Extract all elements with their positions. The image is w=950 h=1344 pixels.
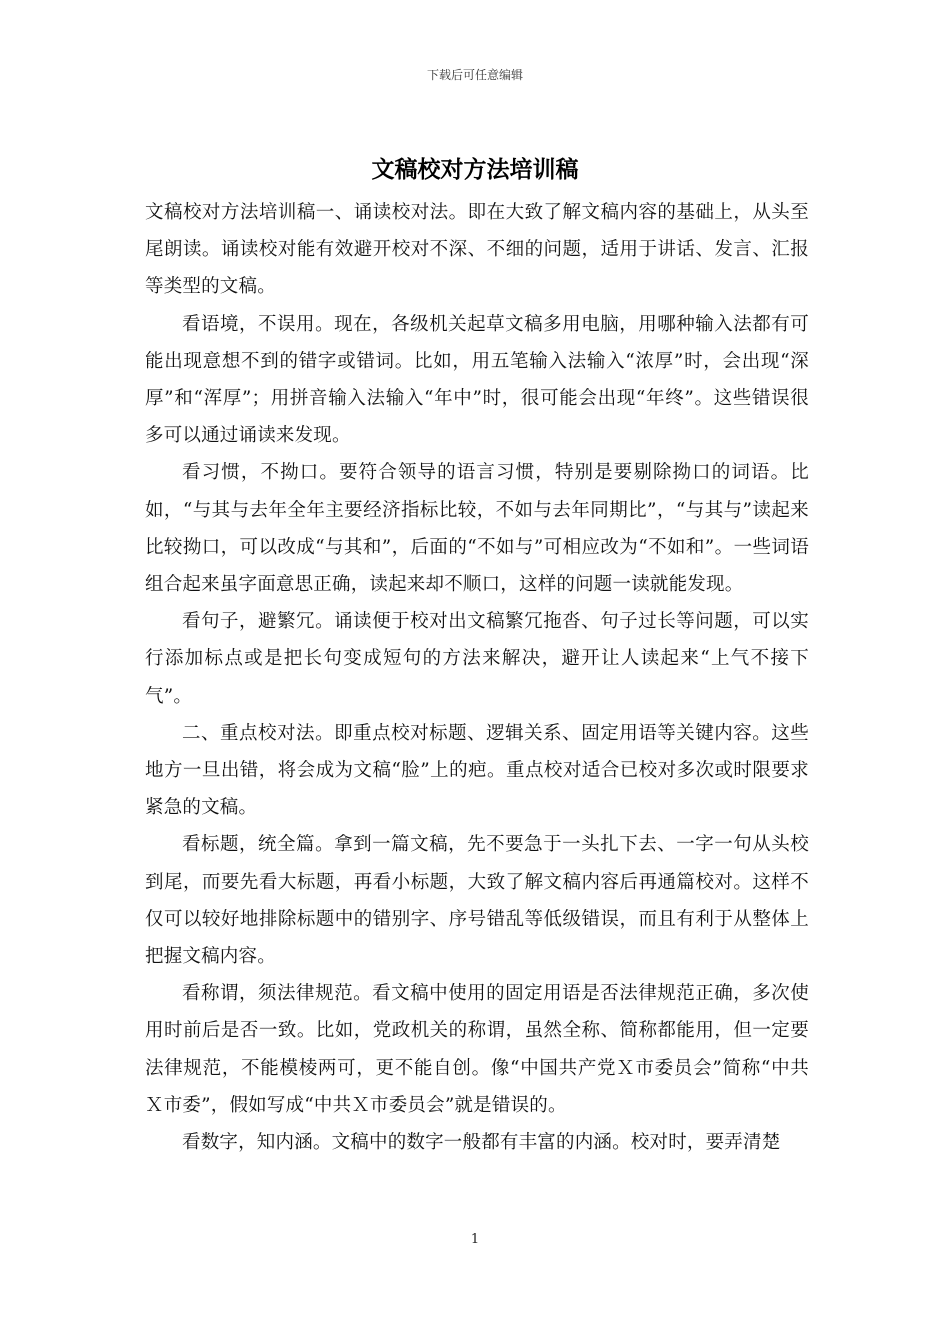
paragraph-3: 看习惯，不拗口。要符合领导的语言习惯，特别是要剔除拗口的词语。比如，“与其与去年全年主要经济指标比较，不如与去年同期比”，“与其与”读起来比较拗口，可以改成“与其和”，后面的“不如与”可相应改为“不如和”。一些词语组合起来虽字面意思正确，读起来却不顺口，这样的问题一读就能发现。 (145, 462, 809, 596)
paragraph-4: 看句子，避繁冗。诵读便于校对出文稿繁冗拖沓、句子过长等问题，可以实行添加标点或是把长句变成短句的方法来解决，避开让人读起来“上气不接下气”。 (145, 611, 809, 707)
paragraph-5: 二、重点校对法。即重点校对标题、逻辑关系、固定用语等关键内容。这些地方一旦出错，将会成为文稿“脸”上的疤。重点校对适合已校对多次或时限要求紧急的文稿。 (145, 722, 809, 819)
document-title: 文稿校对方法培训稿 (371, 156, 579, 183)
paragraph-6: 看标题，统全篇。拿到一篇文稿，先不要急于一头扎下去、一字一句从头校到尾，而要先看大标题，再看小标题，大致了解文稿内容后再通篇校对。这样不仅可以较好地排除标题中的错别字、序号错乱等低级错误，而且有利于从整体上把握文稿内容。 (145, 834, 809, 968)
paragraph-8: 看数字，知内涵。文稿中的数字一般都有丰富的内涵。校对时，要弄清楚 (182, 1132, 781, 1154)
document-body (145, 194, 809, 1161)
header-note: 下载后可任意编辑 (426, 68, 523, 82)
paragraph-7: 看称谓，须法律规范。看文稿中使用的固定用语是否法律规范正确，多次使用时前后是否一致。比如，党政机关的称谓，虽然全称、简称都能用，但一定要法律规范，不能模棱两可，更不能自创。像“中国共产党Ｘ市委员会”简称“中共Ｘ市委”，假如写成“中共Ｘ市委员会”就是错误的。 (145, 983, 809, 1116)
page-number: 1 (470, 1232, 480, 1247)
paragraph-2: 看语境，不误用。现在，各级机关起草文稿多用电脑，用哪种输入法都有可能出现意想不到的错字或错词。比如，用五笔输入法输入“浓厚”时，会出现“深厚”和“浑厚”；用拼音输入法输入“年中”时，很可能会出现“年终”。这些错误很多可以通过诵读来发现。 (145, 313, 809, 447)
paragraph-1: 文稿校对方法培训稿一、诵读校对法。即在大致了解文稿内容的基础上，从头至尾朗读。诵读校对能有效避开校对不深、不细的问题，适用于讲话、发言、汇报等类型的文稿。 (145, 202, 809, 298)
